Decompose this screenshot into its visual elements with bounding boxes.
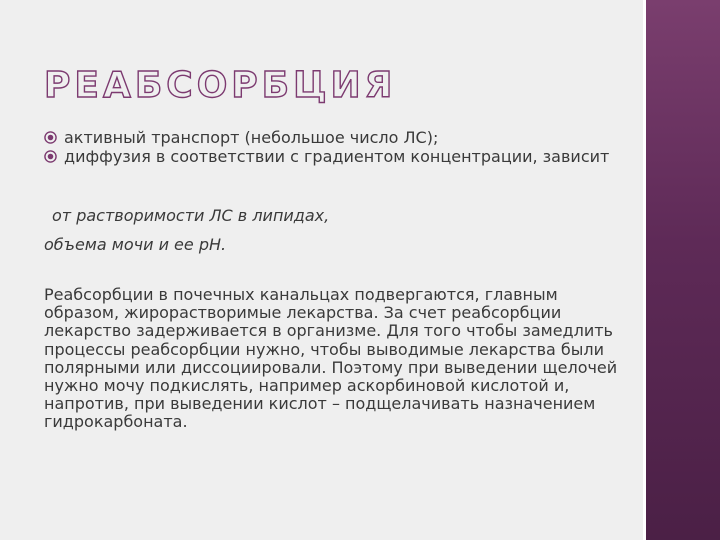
bullet-text: активный транспорт (небольшое число ЛС); (64, 128, 439, 147)
body-paragraph: Реабсорбции в почечных канальцах подвергаются, главным образом, жирорастворимые лекарства. За счет реабсорбции лекарство задерживается в организме. Для того чтобы замедлить процессы реабсорбции нужно, чтобы выводимые лекарства были полярными или диссоциировали. Поэтому при выведении щелочей нужно мочу подкислять, например аскорбиновой кислотой и, напротив, при выведении кислот – подщелачивать назначением гидрокарбоната. (44, 285, 618, 432)
bullet-item (44, 147, 644, 166)
italic-line: от растворимости ЛС в липидах, (52, 206, 330, 225)
circle-target-icon (44, 131, 57, 144)
bullet-list (44, 128, 644, 166)
circle-target-icon (44, 150, 57, 163)
bullet-text: диффузия в соответствии с градиентом концентрации, зависит (64, 147, 610, 166)
italic-line: объема мочи и ее рН. (44, 235, 227, 254)
decorative-side-band (643, 0, 720, 540)
bullet-item (44, 128, 644, 147)
slide-title: РЕАБСОРБЦИЯ (44, 65, 397, 106)
